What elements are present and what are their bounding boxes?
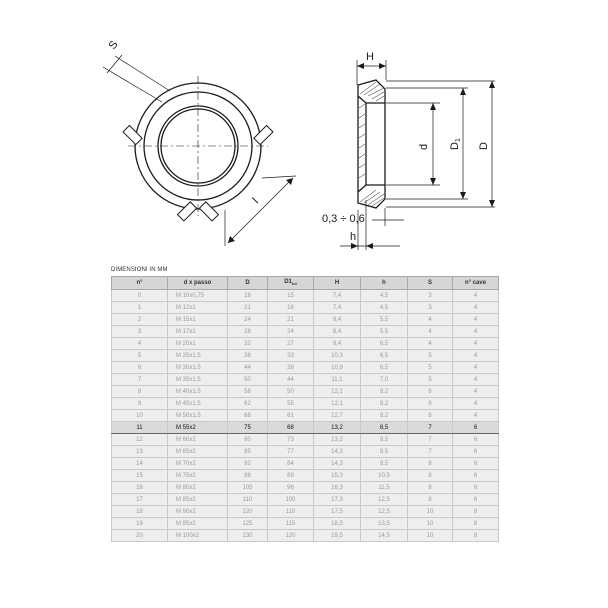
table-cell: 10,5 (361, 470, 408, 482)
dimensions-table (111, 276, 499, 542)
header-d-passo: d x passo (168, 277, 228, 290)
table-cell: 5 (408, 362, 453, 374)
table-cell: 19 (112, 518, 168, 530)
table-cell: 89 (268, 470, 314, 482)
table-row (112, 374, 499, 386)
table-cell: 8,4 (314, 338, 361, 350)
label-s: S (106, 38, 121, 52)
table-cell: 6 (453, 470, 499, 482)
table-cell: 85 (228, 446, 268, 458)
table-cell: 6,5 (361, 338, 408, 350)
label-d: d (418, 143, 430, 150)
table-cell: 130 (228, 530, 268, 542)
header-S: S (408, 277, 453, 290)
table-cell: M 17x1 (168, 326, 228, 338)
table-cell: 3 (408, 290, 453, 302)
table-cell: 6 (408, 386, 453, 398)
table-cell: 4 (453, 314, 499, 326)
table-row (112, 350, 499, 362)
table-row (112, 530, 499, 542)
table-cell: 20 (112, 530, 168, 542)
label-l: l (250, 195, 261, 207)
table-cell: 110 (228, 494, 268, 506)
table-cell: 24 (268, 326, 314, 338)
table-cell: 5 (408, 374, 453, 386)
table-cell: 7,4 (314, 290, 361, 302)
label-chamfer: 0,3 ÷ 0,6 (322, 213, 365, 225)
table-cell: 7,4 (314, 302, 361, 314)
table-cell: 10 (408, 530, 453, 542)
table-cell: 77 (268, 446, 314, 458)
table-cell: 125 (228, 518, 268, 530)
table-cell: 4 (408, 314, 453, 326)
table-cell: 105 (228, 482, 268, 494)
table-cell: M 55x2 (168, 422, 228, 434)
table-cell: 2 (112, 314, 168, 326)
table-cell: 4 (408, 326, 453, 338)
table-cell: 4 (453, 338, 499, 350)
table-cell: 24 (228, 314, 268, 326)
table-cell: 4 (453, 290, 499, 302)
table-row (112, 446, 499, 458)
table-cell: 4 (112, 338, 168, 350)
table-cell: 38 (228, 350, 268, 362)
table-cell: 18 (268, 302, 314, 314)
table-cell: 17,3 (314, 494, 361, 506)
table-cell: M 12x1 (168, 302, 228, 314)
table-row (112, 494, 499, 506)
table-cell: 8 (408, 470, 453, 482)
table-cell: 9 (112, 398, 168, 410)
table-cell: 44 (268, 374, 314, 386)
table-cell: 4 (453, 302, 499, 314)
table-cell: 0 (112, 290, 168, 302)
table-cell: 115 (268, 518, 314, 530)
table-cell: 5 (408, 350, 453, 362)
header-D1: $D1_{tol}$ (268, 277, 314, 290)
table-cell: 11,5 (361, 482, 408, 494)
table-cell: 17 (112, 494, 168, 506)
table-cell: 12,1 (314, 398, 361, 410)
table-row (112, 362, 499, 374)
table-cell: 32 (228, 338, 268, 350)
table-cell: M 35x1,5 (168, 374, 228, 386)
table-cell: 8 (453, 518, 499, 530)
table-cell: 18 (112, 506, 168, 518)
table-cell: 68 (268, 422, 314, 434)
table-cell: 4 (453, 374, 499, 386)
table-cell: 12,1 (314, 386, 361, 398)
table-row (112, 326, 499, 338)
table-cell: 120 (268, 530, 314, 542)
table-cell: M 90x2 (168, 506, 228, 518)
table-row (112, 434, 499, 446)
table-cell: 12 (112, 434, 168, 446)
table-cell: 4 (453, 362, 499, 374)
table-cell: 73 (268, 434, 314, 446)
table-cell: 44 (228, 362, 268, 374)
table-cell: 18,5 (314, 518, 361, 530)
label-D1: D1 (449, 138, 462, 150)
table-cell: 14,5 (361, 530, 408, 542)
table-cell: 5,5 (361, 314, 408, 326)
table-row (112, 482, 499, 494)
table-cell: 12,5 (361, 494, 408, 506)
table-cell: 55 (268, 398, 314, 410)
table-cell: 28 (228, 326, 268, 338)
table-cell: 12,7 (314, 410, 361, 422)
table-cell: 8 (453, 530, 499, 542)
table-cell: 8 (453, 506, 499, 518)
table-cell: 8 (408, 494, 453, 506)
table-cell: 8,2 (361, 410, 408, 422)
table-cell: M 60x2 (168, 434, 228, 446)
table-cell: 92 (228, 458, 268, 470)
table-cell: 8,5 (361, 458, 408, 470)
table-cell: 6 (408, 398, 453, 410)
table-cell: 6,5 (361, 362, 408, 374)
table-cell: 4 (453, 398, 499, 410)
table-cell: 17,5 (314, 506, 361, 518)
table-cell: 96 (268, 482, 314, 494)
label-h: h (350, 231, 357, 243)
table-cell: 10 (408, 518, 453, 530)
table-cell: 6 (453, 458, 499, 470)
table-cell: 61 (268, 410, 314, 422)
table-cell: 6 (453, 434, 499, 446)
table-cell: 15 (268, 290, 314, 302)
label-D: D (478, 142, 490, 150)
table-row (112, 470, 499, 482)
table-cell: 8,2 (361, 386, 408, 398)
table-cell: 58 (228, 386, 268, 398)
table-cell: 4 (453, 350, 499, 362)
table-row (112, 518, 499, 530)
table-cell: 15 (112, 470, 168, 482)
header-n-cave: n° cave (453, 277, 499, 290)
table-cell: 50 (268, 386, 314, 398)
header-h: h (361, 277, 408, 290)
header-H: H (314, 277, 361, 290)
table-cell: M 70x2 (168, 458, 228, 470)
table-row (112, 506, 499, 518)
table-cell: M 10x0,75 (168, 290, 228, 302)
table-row (112, 422, 499, 434)
table-cell: 8,5 (361, 434, 408, 446)
ring-nut-section-view (358, 80, 385, 208)
table-cell: 50 (228, 374, 268, 386)
table-cell: 4 (408, 338, 453, 350)
table-cell: 6 (408, 410, 453, 422)
table-row (112, 458, 499, 470)
table-cell: M 65x2 (168, 446, 228, 458)
table-cell: 100 (268, 494, 314, 506)
table-cell: 8 (408, 458, 453, 470)
table-cell: M 15x1 (168, 314, 228, 326)
table-row (112, 338, 499, 350)
table-cell: 68 (228, 410, 268, 422)
table-cell: 62 (228, 398, 268, 410)
table-cell: 84 (268, 458, 314, 470)
table-cell: M 100x2 (168, 530, 228, 542)
table-cell: 15,3 (314, 470, 361, 482)
table-cell: 8,2 (361, 398, 408, 410)
table-row (112, 302, 499, 314)
table-cell: 7 (408, 434, 453, 446)
table-cell: 6,5 (361, 350, 408, 362)
table-cell: M 75x2 (168, 470, 228, 482)
table-cell: 110 (268, 506, 314, 518)
table-cell: 13,2 (314, 422, 361, 434)
table-cell: 8,4 (314, 314, 361, 326)
header-n: n° (112, 277, 168, 290)
table-cell: M 80x2 (168, 482, 228, 494)
table-cell: 14,3 (314, 446, 361, 458)
table-cell: M 25x1,5 (168, 350, 228, 362)
table-cell: 4 (453, 326, 499, 338)
table-cell: M 85x2 (168, 494, 228, 506)
table-cell: 21 (268, 314, 314, 326)
table-cell: 8,5 (361, 446, 408, 458)
table-cell: 8,5 (361, 422, 408, 434)
table-cell: 18 (228, 290, 268, 302)
table-cell: 10,9 (314, 362, 361, 374)
table-cell: 7,0 (361, 374, 408, 386)
table-cell: 13,5 (361, 518, 408, 530)
label-H: H (366, 51, 374, 63)
table-cell: 14 (112, 458, 168, 470)
table-cell: 13,2 (314, 434, 361, 446)
table-cell: 16 (112, 482, 168, 494)
table-cell: 6 (453, 482, 499, 494)
table-row (112, 410, 499, 422)
table-cell: 4,5 (361, 290, 408, 302)
table-cell: 75 (228, 422, 268, 434)
table-cell: M 50x1,5 (168, 410, 228, 422)
table-cell: 33 (268, 350, 314, 362)
table-cell: 16,3 (314, 482, 361, 494)
table-caption: DIMENSIONI IN MM (111, 267, 168, 273)
table-row (112, 290, 499, 302)
table-cell: 7 (112, 374, 168, 386)
table-cell: 13 (112, 446, 168, 458)
table-cell: M 30x1,5 (168, 362, 228, 374)
table-cell: 11,1 (314, 374, 361, 386)
table-cell: 8 (112, 386, 168, 398)
table-row (112, 398, 499, 410)
table-cell: 10 (408, 506, 453, 518)
table-cell: 5 (112, 350, 168, 362)
table-cell: 6 (453, 446, 499, 458)
table-cell: M 20x1 (168, 338, 228, 350)
table-cell: 11 (112, 422, 168, 434)
table-row (112, 386, 499, 398)
table-cell: 14,3 (314, 458, 361, 470)
table-cell: 10,3 (314, 350, 361, 362)
table-cell: 120 (228, 506, 268, 518)
table-cell: M 40x1,5 (168, 386, 228, 398)
table-cell: 98 (228, 470, 268, 482)
table-cell: 10 (112, 410, 168, 422)
table-cell: 6 (453, 494, 499, 506)
table-cell: 6 (453, 422, 499, 434)
table-cell: 1 (112, 302, 168, 314)
table-cell: 12,5 (361, 506, 408, 518)
table-cell: 21 (228, 302, 268, 314)
table-cell: 3 (408, 302, 453, 314)
table-row (112, 314, 499, 326)
table-cell: M 45x1,5 (168, 398, 228, 410)
table-cell: 7 (408, 446, 453, 458)
technical-drawing (0, 0, 608, 262)
table-cell: 27 (268, 338, 314, 350)
table-cell: 19,5 (314, 530, 361, 542)
table-header-row (112, 277, 499, 290)
table-cell: 7 (408, 422, 453, 434)
table-cell: 8 (408, 482, 453, 494)
table-cell: 38 (268, 362, 314, 374)
table-cell: 4 (453, 386, 499, 398)
table-cell: 3 (112, 326, 168, 338)
table-cell: 4,5 (361, 302, 408, 314)
table-cell: 4 (453, 410, 499, 422)
table-cell: 8,4 (314, 326, 361, 338)
table-cell: 5,5 (361, 326, 408, 338)
header-D: D (228, 277, 268, 290)
table-cell: 80 (228, 434, 268, 446)
table-cell: M 95x2 (168, 518, 228, 530)
table-cell: 6 (112, 362, 168, 374)
